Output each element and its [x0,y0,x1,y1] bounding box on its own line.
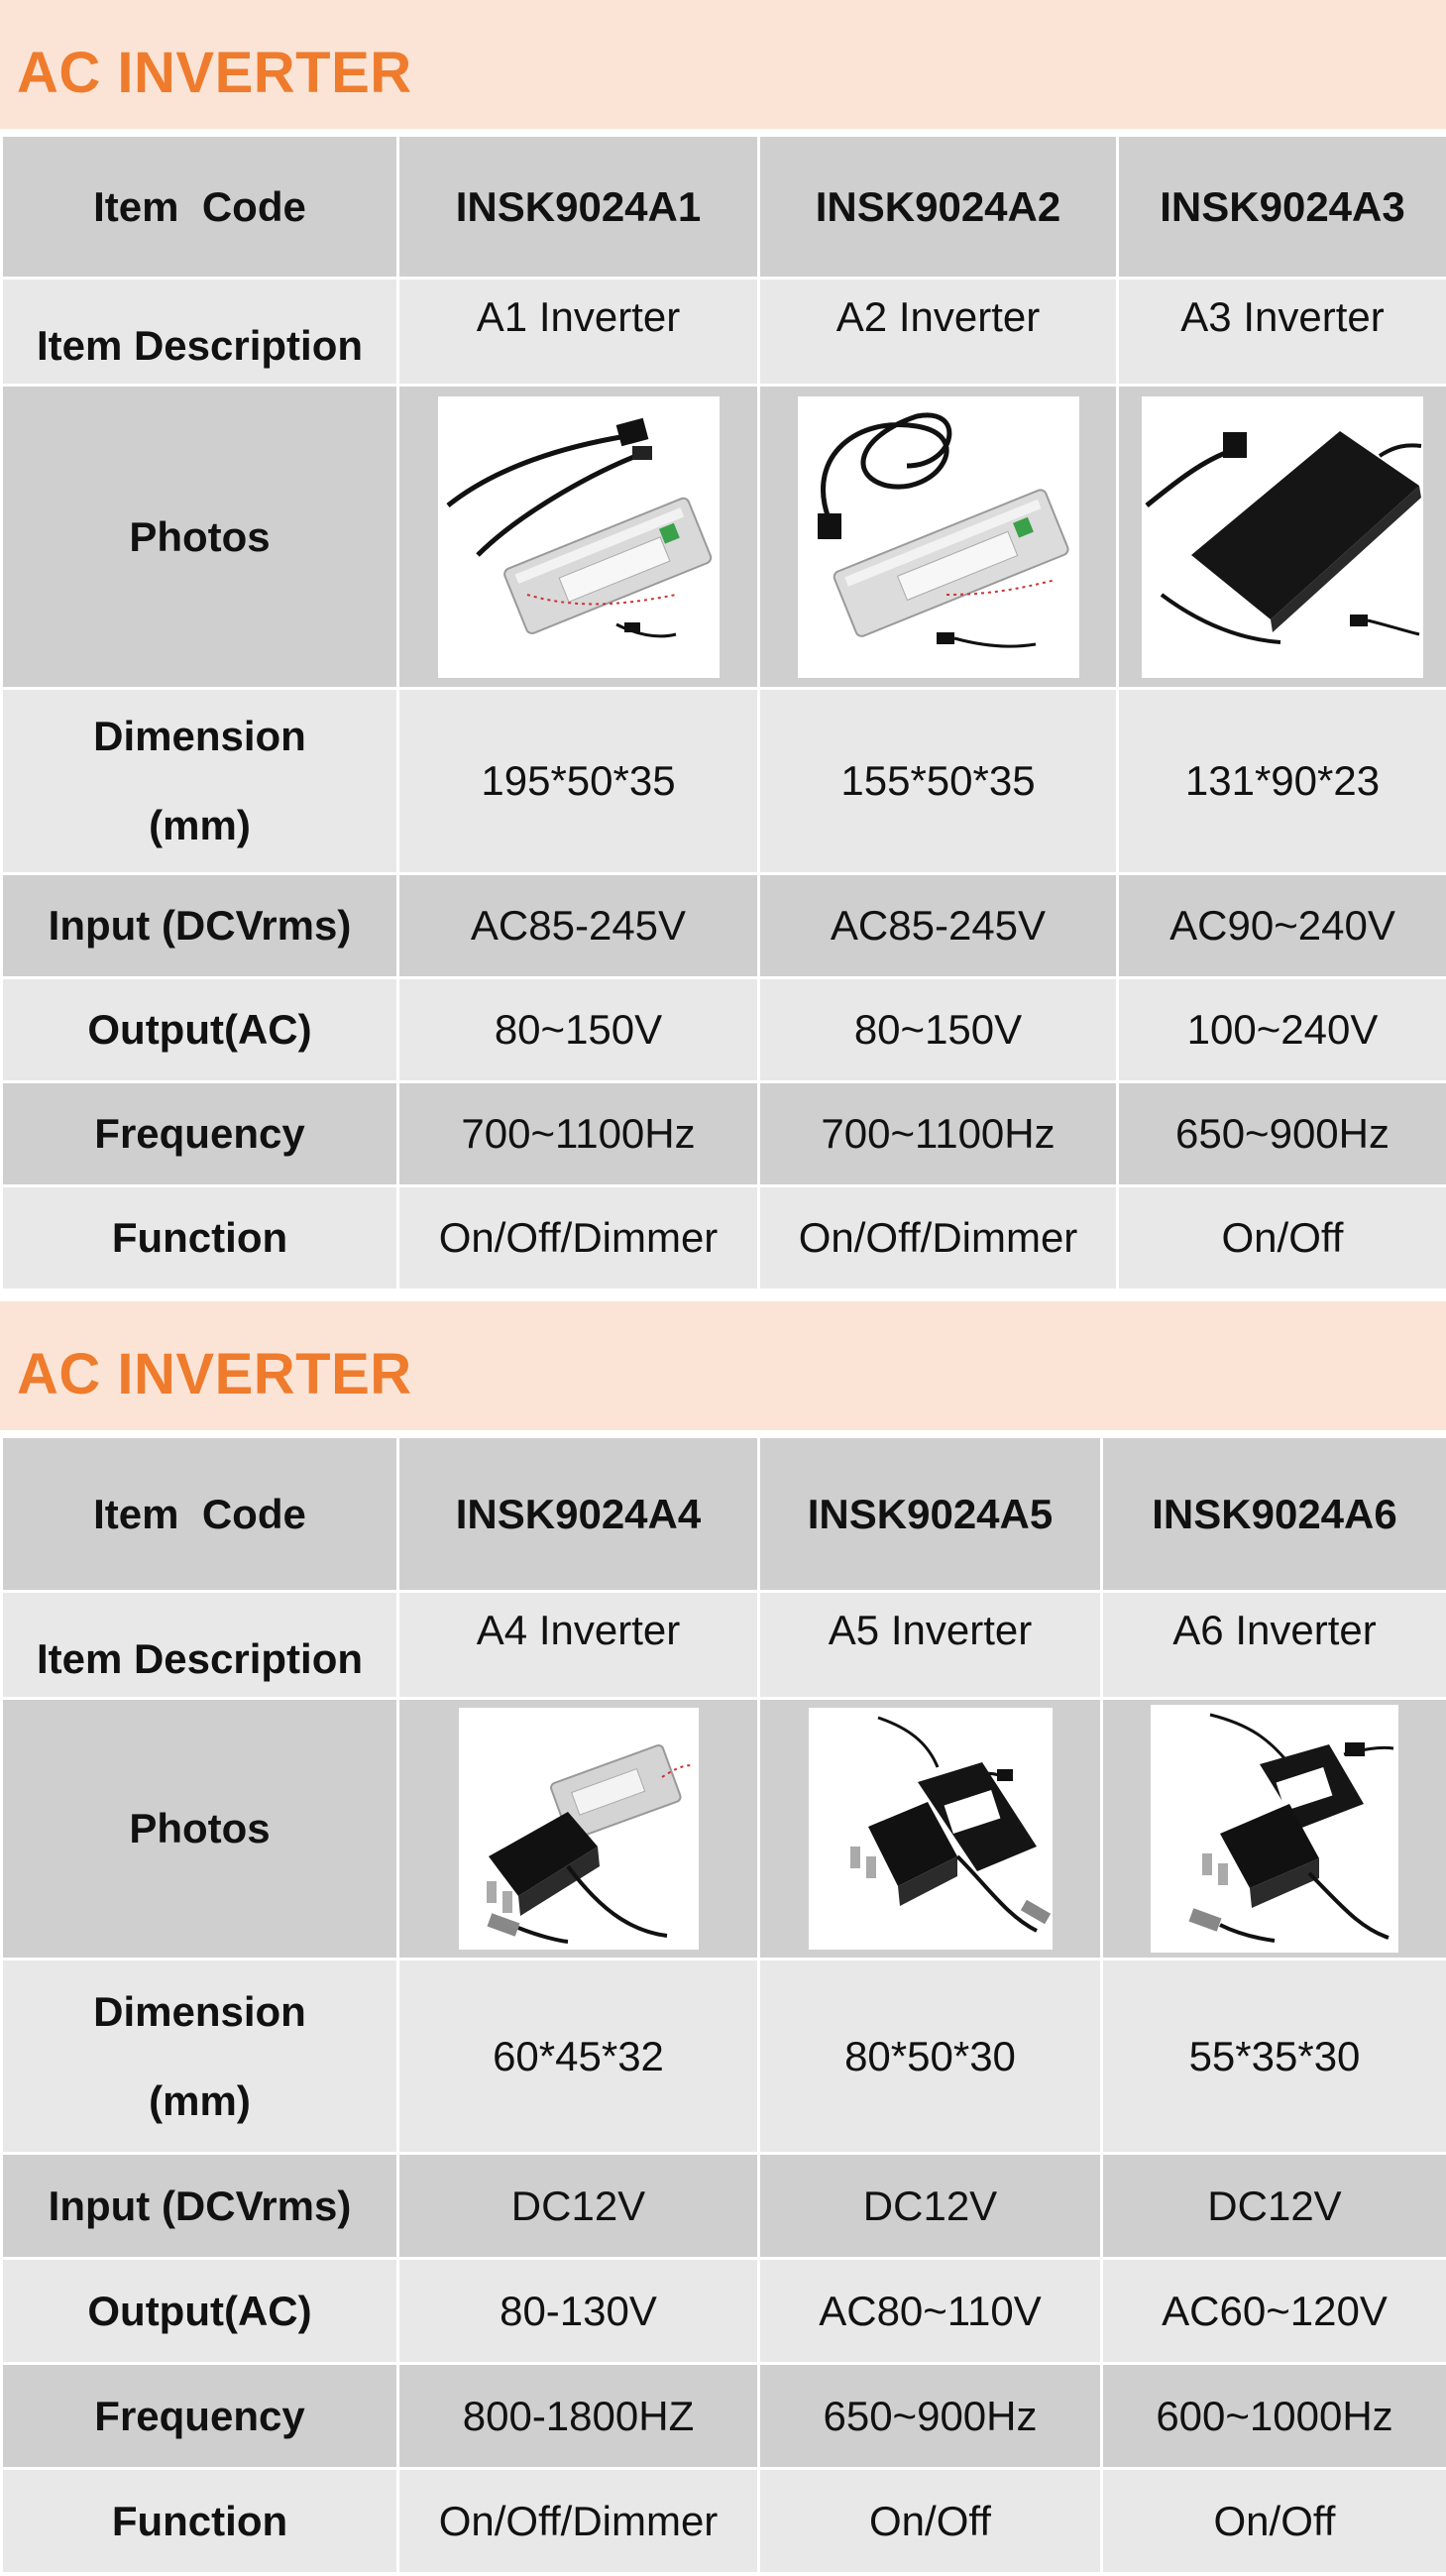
aluminum-inverter-photo [798,396,1079,678]
item-code-cell: INSK9024A5 [759,1437,1102,1592]
spec-table [0,1435,1446,2575]
photos-label: Photos [2,386,398,689]
item-description-cell: A3 Inverter [1118,279,1446,386]
output-cell: AC60~120V [1102,2259,1446,2364]
item-code-label: Item Code [2,1437,398,1592]
frequency-cell: 600~1000Hz [1102,2364,1446,2469]
adapter-with-small-inverter-photo [1151,1705,1398,1953]
photo-cell [1118,386,1446,689]
output-cell: 80-130V [398,2259,759,2364]
item-description-cell: A4 Inverter [398,1592,759,1699]
function-cell: On/Off [759,2469,1102,2574]
spec-table [0,134,1446,1291]
input-cell: DC12V [759,2154,1102,2259]
function-cell: On/Off/Dimmer [759,1186,1118,1290]
dimension-label-line1: Dimension [93,1987,306,2035]
photos-row [2,1699,1446,1960]
dimension-label [2,1960,398,2154]
item-code-cell: INSK9024A4 [398,1437,759,1592]
function-cell: On/Off [1102,2469,1446,2574]
adapter-with-black-inverter-photo [809,1708,1053,1950]
item-code-cell: INSK9024A6 [1102,1437,1446,1592]
black-box-inverter-photo [1142,396,1423,678]
frequency-cell: 800-1800HZ [398,2364,759,2469]
photo-cell [1102,1699,1446,1960]
output-cell: AC80~110V [759,2259,1102,2364]
item-description-cell: A5 Inverter [759,1592,1102,1699]
photos-label: Photos [2,1699,398,1960]
item-description-cell: A6 Inverter [1102,1592,1446,1699]
dimension-row [2,1960,1446,2154]
dimension-cell: 195*50*35 [398,689,759,874]
photo-cell [759,1699,1102,1960]
item-description-row [2,1592,1446,1699]
function-label: Function [2,1186,398,1290]
output-cell: 100~240V [1118,978,1446,1082]
section-banner [0,1301,1446,1430]
item-code-label: Item Code [2,136,398,279]
item-code-cell: INSK9024A3 [1118,136,1446,279]
function-cell: On/Off/Dimmer [398,2469,759,2574]
input-label: Input (DCVrms) [2,874,398,978]
output-label: Output(AC) [2,978,398,1082]
dimension-cell: 155*50*35 [759,689,1118,874]
frequency-cell: 700~1100Hz [398,1082,759,1186]
output-cell: 80~150V [759,978,1118,1082]
photo-cell [759,386,1118,689]
function-cell: On/Off [1118,1186,1446,1290]
input-row [2,2154,1446,2259]
dimension-cell: 55*35*30 [1102,1960,1446,2154]
input-row [2,874,1446,978]
frequency-label: Frequency [2,2364,398,2469]
function-row [2,2469,1446,2574]
aluminum-inverter-photo [438,396,720,678]
input-label: Input (DCVrms) [2,2154,398,2259]
adapter-with-metal-inverter-photo [459,1708,699,1950]
item-description-row [2,279,1446,386]
photo-cell [398,386,759,689]
frequency-row [2,2364,1446,2469]
input-cell: DC12V [1102,2154,1446,2259]
input-cell: DC12V [398,2154,759,2259]
dimension-label-line2: (mm) [149,2076,251,2124]
item-description-cell: A2 Inverter [759,279,1118,386]
dimension-cell: 131*90*23 [1118,689,1446,874]
item-code-row [2,136,1446,279]
frequency-label: Frequency [2,1082,398,1186]
frequency-row [2,1082,1446,1186]
dimension-label [2,689,398,874]
dimension-cell: 80*50*30 [759,1960,1102,2154]
input-cell: AC85-245V [398,874,759,978]
dimension-row [2,689,1446,874]
frequency-cell: 650~900Hz [1118,1082,1446,1186]
dimension-cell: 60*45*32 [398,1960,759,2154]
section-title: AC INVERTER [17,41,412,105]
photo-cell [398,1699,759,1960]
frequency-cell: 650~900Hz [759,2364,1102,2469]
section-banner [0,0,1446,129]
item-code-cell: INSK9024A2 [759,136,1118,279]
dimension-label-line2: (mm) [149,802,251,848]
function-label: Function [2,2469,398,2574]
output-cell: 80~150V [398,978,759,1082]
function-cell: On/Off/Dimmer [398,1186,759,1290]
item-description-cell: A1 Inverter [398,279,759,386]
item-description-label: Item Description [2,279,398,386]
input-cell: AC90~240V [1118,874,1446,978]
function-row [2,1186,1446,1290]
frequency-cell: 700~1100Hz [759,1082,1118,1186]
output-row [2,978,1446,1082]
section-title: AC INVERTER [17,1342,412,1406]
output-row [2,2259,1446,2364]
item-code-cell: INSK9024A1 [398,136,759,279]
item-description-label: Item Description [2,1592,398,1699]
item-code-row [2,1437,1446,1592]
output-label: Output(AC) [2,2259,398,2364]
input-cell: AC85-245V [759,874,1118,978]
dimension-label-line1: Dimension [93,713,306,759]
photos-row [2,386,1446,689]
